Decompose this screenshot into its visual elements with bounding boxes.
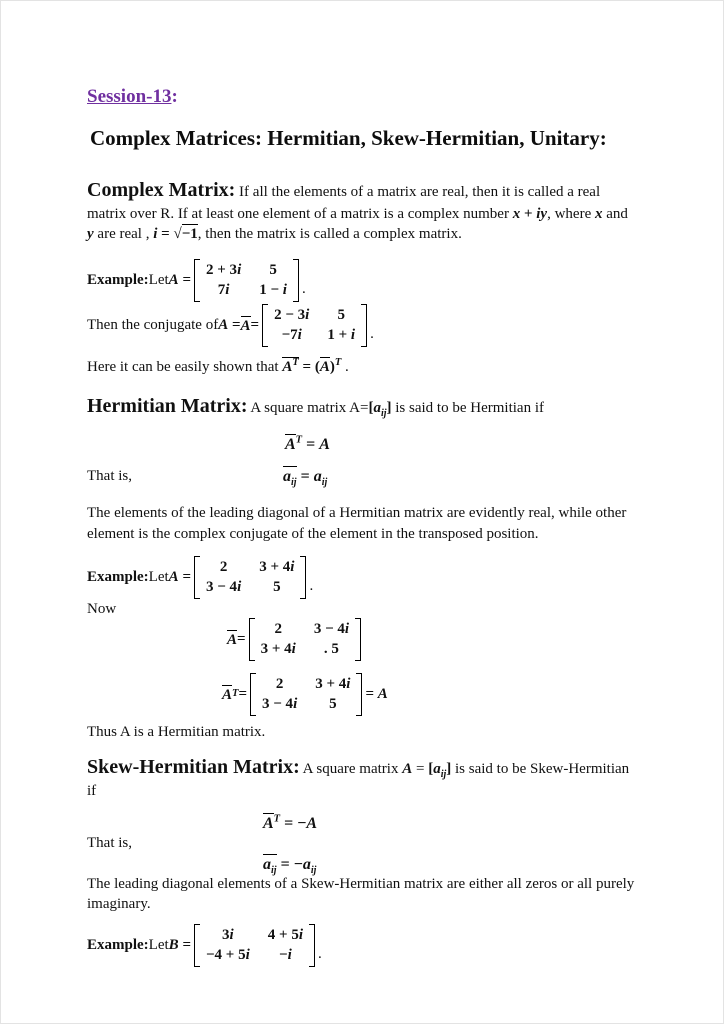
math-a: a (263, 855, 271, 873)
math-close-bracket: ] (386, 399, 392, 416)
matrix-A-bar-transpose (250, 673, 362, 716)
text-run: If all the elements of a matrix are real, then it is called a real matrix over R. If at least one element of a matrix is a complex number (87, 184, 601, 222)
math-sup-T: T (273, 814, 281, 826)
matrix-cell: 3 − 4i (313, 620, 350, 637)
session-link[interactable]: Session-13 (87, 86, 172, 107)
matrix-cell: −i (279, 947, 292, 964)
period: . (318, 946, 322, 963)
matrix-cell: 2 (219, 558, 228, 575)
skew-that-is-label: That is, (87, 835, 132, 852)
text-run: Let (148, 568, 169, 585)
math-sub-ij: ij (271, 864, 277, 876)
a-bar-transpose-equation: A T = 2 3 + 4i 3 − 4i 5 = A (222, 673, 637, 716)
math-equals-paren: = ( (298, 358, 320, 375)
skew-description: The leading diagonal elements of a Skew-Hermitian matrix are either all zeros or all purely imaginary. (87, 875, 635, 912)
matrix-cell: . 5 (323, 640, 339, 657)
math-aij-overline (263, 854, 277, 874)
matrix-cell: 3 + 4i (315, 675, 351, 692)
matrix-bracket-right (361, 304, 367, 347)
complex-example-line (87, 259, 637, 302)
matrix-cell: 2 (274, 620, 282, 637)
math-x-plus-iy: x + iy (512, 206, 548, 222)
math-equals: = (250, 316, 260, 333)
math-equals: = (276, 855, 294, 873)
math-a: a (373, 399, 381, 416)
matrix-cell: 1 + i (327, 326, 356, 343)
matrix-bracket-right (293, 259, 299, 302)
math-A-bar: A (222, 687, 233, 704)
math-equals: = (280, 815, 298, 833)
matrix-cell: 5 (337, 306, 345, 323)
math-i-equals: i = (153, 226, 174, 243)
math-sup-T: T (292, 356, 299, 368)
skew-formula-2 (263, 854, 637, 874)
matrix-cell: 3 − 4i (262, 695, 298, 712)
math-A-equals: A = (168, 271, 191, 288)
math-minus: − (293, 855, 303, 873)
matrix-A-hermitian (194, 556, 306, 599)
skew-hermitian-heading: Skew-Hermitian Matrix: (87, 756, 300, 779)
math-open-bracket: [ (428, 761, 434, 778)
text-run: = (412, 761, 429, 778)
matrix-cell: 5 (329, 695, 337, 712)
math-equals-A: = A (365, 685, 388, 702)
math-minus-A: −A (297, 815, 318, 833)
matrix-cell: 2 (275, 675, 284, 692)
text-run: A square matrix (299, 761, 403, 778)
matrix-cell: 3 + 4i (260, 640, 296, 657)
math-equals: = (296, 467, 314, 485)
hermitian-formula-2 (283, 466, 327, 488)
hermitian-that-is-row (87, 466, 637, 488)
page-title: Complex Matrices: Hermitian, Skew-Hermitian, Unitary: (90, 126, 607, 150)
math-A-equals: A = (218, 316, 241, 333)
thus-line: Thus A is a Hermitian matrix. (87, 723, 266, 740)
text-run: and (602, 206, 628, 222)
math-A-bar: A (285, 435, 296, 453)
conjugate-line (87, 304, 637, 347)
example-label: Example: (87, 568, 149, 585)
math-close-paren: ) (329, 358, 335, 375)
matrix-cell: −4 + 5i (206, 947, 250, 964)
text-run: Let (148, 937, 169, 954)
math-equals: = (237, 630, 246, 647)
shown-line (87, 357, 637, 377)
text-run: , where (547, 206, 595, 222)
math-equals: = (238, 685, 247, 702)
math-sup-T: T (334, 356, 342, 368)
math-sub-ij: ij (310, 864, 317, 876)
text-run: Then the conjugate of (87, 316, 219, 333)
example-label: Example: (87, 271, 149, 288)
math-minus-one: −1 (181, 226, 198, 243)
math-A-equals: A = (168, 568, 191, 585)
text-run: is said to be Skew-Hermitian if (87, 761, 630, 800)
hermitian-formula-1 (285, 434, 637, 454)
math-sub-ij: ij (380, 407, 387, 419)
text-run: Let (148, 271, 169, 288)
math-y: y (87, 226, 94, 243)
math-close-bracket: ] (446, 761, 452, 778)
matrix-cell: −7i (281, 326, 302, 343)
math-A: A (319, 435, 330, 453)
math-a: a (313, 467, 322, 485)
period: . (341, 358, 349, 375)
matrix-cell: 1 − i (259, 281, 287, 298)
math-sub-ij: ij (440, 769, 447, 781)
matrix-bracket-right (355, 618, 361, 661)
period: . (301, 280, 306, 297)
hermitian-heading: Hermitian Matrix: (87, 394, 248, 417)
period: . (370, 325, 374, 342)
matrix-A (194, 259, 299, 302)
matrix-A-conjugate (262, 304, 367, 347)
matrix-bracket-right (300, 556, 306, 599)
matrix-B (194, 924, 315, 967)
session-heading (87, 86, 637, 108)
matrix-A-bar (249, 618, 361, 661)
matrix-cell: 3i (222, 927, 234, 944)
matrix-cell: 2 + 3i (206, 261, 242, 278)
text-run: A square matrix A= (247, 399, 369, 416)
matrix-cell: 3 − 4i (206, 578, 242, 595)
math-a: a (433, 761, 441, 778)
matrix-cell: 4 + 5i (267, 927, 304, 944)
example-label: Example: (87, 937, 149, 954)
text-run: is said to be Hermitian if (391, 399, 544, 416)
matrix-bracket-right (309, 924, 315, 967)
math-a: a (302, 855, 311, 873)
hermitian-description: The elements of the leading diagonal of a Hermitian matrix are evidently real, while other element is the complex conjugate of the element in the transposed position. (87, 505, 627, 542)
matrix-cell: 5 (269, 261, 277, 278)
skew-hermitian-paragraph (87, 754, 637, 801)
math-A-bar: A (263, 815, 274, 833)
matrix-cell: 3 + 4i (259, 558, 295, 575)
matrix-cell: 5 (273, 578, 281, 595)
text-run: Here it can be easily shown that (87, 358, 283, 375)
sqrt-radical-icon: √ (173, 226, 182, 243)
math-A-bar: A (319, 358, 330, 375)
math-A: A (282, 358, 293, 375)
session-colon: : (171, 86, 178, 107)
period: . (309, 577, 314, 594)
complex-matrix-paragraph (87, 177, 637, 245)
math-x: x (595, 206, 603, 222)
skew-formula-1 (263, 813, 637, 833)
matrix-cell: 2 − 3i (274, 306, 310, 323)
math-AT-overline (282, 357, 298, 376)
math-sup-T: T (295, 434, 303, 446)
math-equals: = (302, 435, 320, 453)
math-sub-ij: ij (291, 476, 297, 488)
math-B-equals: B = (168, 937, 191, 954)
math-A: A (402, 761, 413, 778)
math-open-bracket: [ (368, 399, 374, 416)
now-label: Now (87, 600, 117, 617)
math-a: a (283, 467, 291, 485)
a-bar-equation (227, 618, 637, 661)
skew-example-line (87, 924, 637, 967)
text-run: , then the matrix is called a complex matrix. (197, 226, 462, 243)
hermitian-example-line (87, 556, 637, 599)
text-run: are real , (93, 226, 154, 243)
math-A-bar: A (227, 632, 238, 649)
matrix-bracket-right (356, 673, 362, 716)
complex-matrix-heading: Complex Matrix: (87, 179, 236, 201)
matrix-cell: 7i (217, 281, 230, 298)
math-sub-ij: ij (321, 476, 328, 488)
math-A-bar: A (240, 317, 251, 334)
that-is-label: That is, (87, 468, 132, 485)
math-aij-overline (283, 466, 297, 486)
hermitian-paragraph (87, 393, 637, 420)
